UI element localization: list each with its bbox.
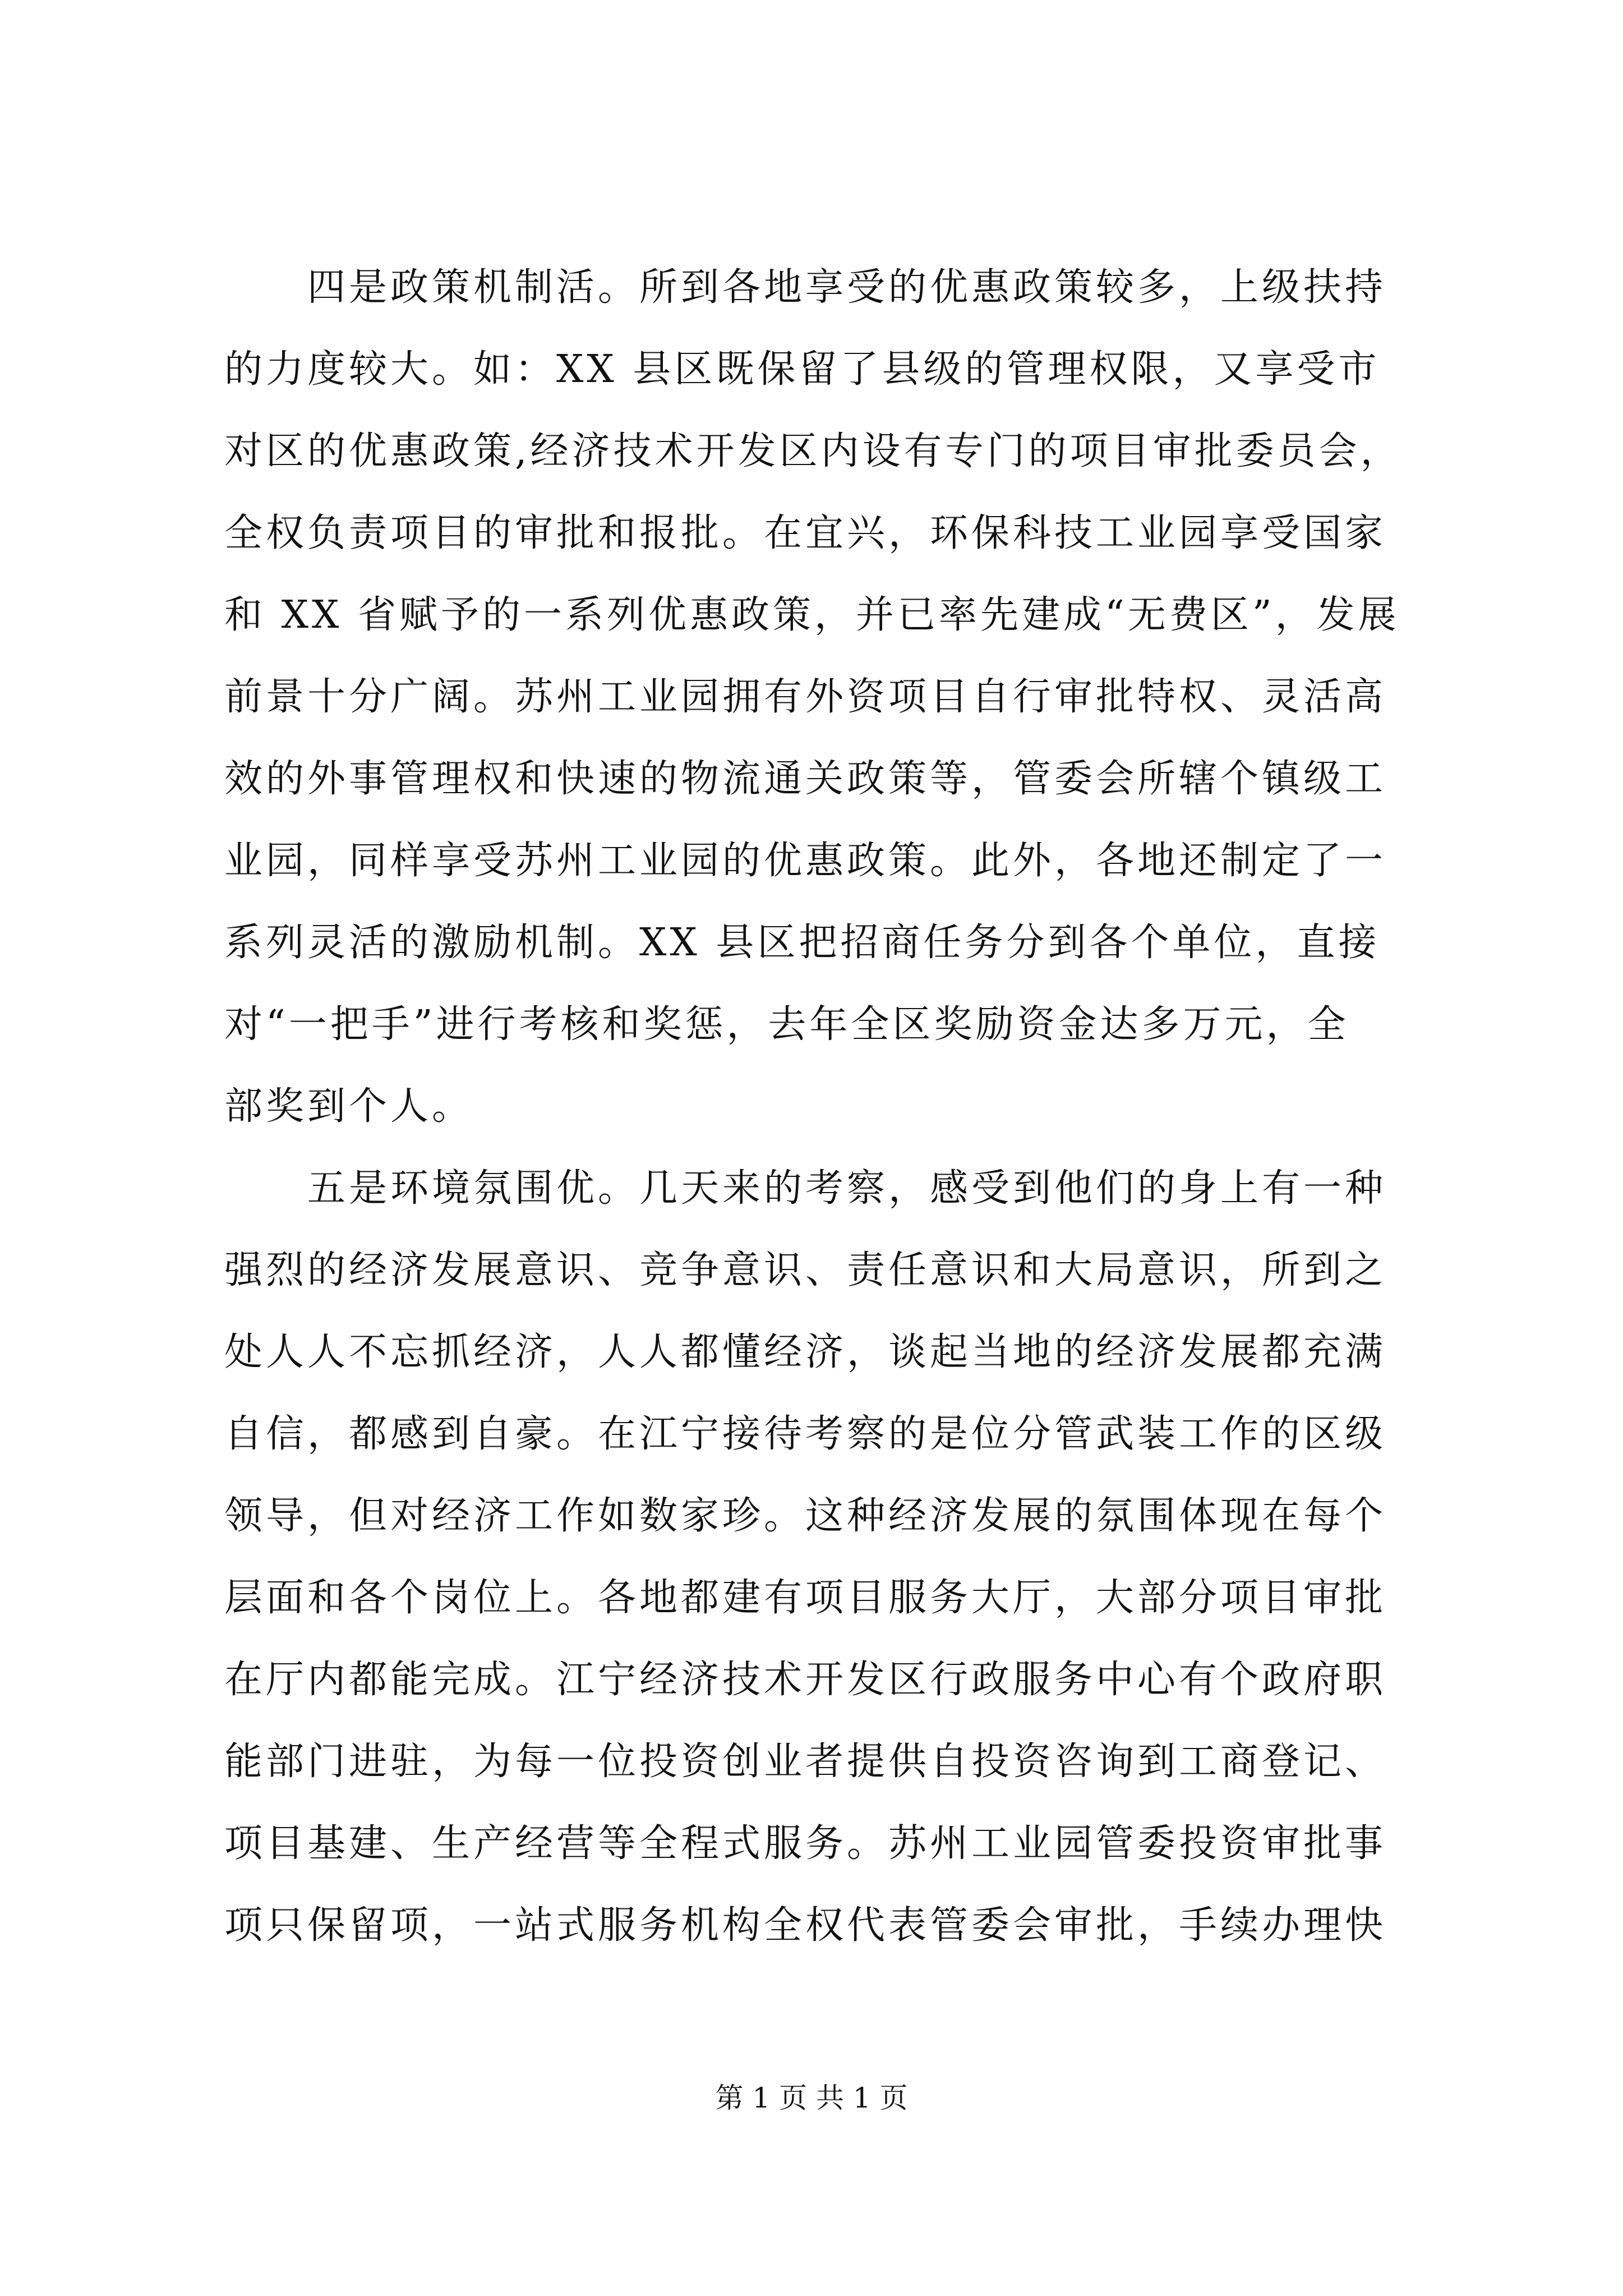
text-line: 领导，但对经济工作如数家珍。这种经济发展的氛围体现在每个: [224, 1494, 1387, 1538]
page-number-label: 第 1 页 共 1 页: [715, 2082, 908, 2114]
page-footer: [0, 2078, 1623, 2118]
text-line: 前景十分广阔。苏州工业园拥有外资项目自行审批特权、灵活高: [224, 675, 1387, 719]
text-line: 效的外事管理权和快速的物流通关政策等，管委会所辖个镇级工: [224, 757, 1387, 801]
text-line: 强烈的经济发展意识、竞争意识、责任意识和大局意识，所到之: [224, 1248, 1387, 1292]
text-line: 项目基建、生产经营等全程式服务。苏州工业园管委投资审批事: [224, 1821, 1387, 1866]
text-line: 在厅内都能完成。江宁经济技术开发区行政服务中心有个政府职: [224, 1658, 1387, 1702]
text-line: 部奖到个人。: [224, 1084, 474, 1129]
text-line: 和 XX 省赋予的一系列优惠政策，并已率先建成“无费区”，发展: [224, 593, 1400, 637]
text-line: 自信，都感到自豪。在江宁接待考察的是位分管武装工作的区级: [224, 1412, 1387, 1456]
text-line: 项只保留项，一站式服务机构全权代表管委会审批，手续办理快: [224, 1903, 1387, 1948]
text-line: 的力度较大。如：XX 县区既保留了县级的管理权限，又享受市: [224, 347, 1380, 392]
text-line: 层面和各个岗位上。各地都建有项目服务大厅，大部分项目审批: [224, 1576, 1387, 1620]
text-line: 对“一把手”进行考核和奖惩，去年全区奖励资金达多万元，全: [224, 1002, 1349, 1047]
document-body: [224, 247, 1408, 1967]
text-line: 对区的优惠政策,经济技术开发区内设有专门的项目审批委员会，: [224, 429, 1402, 473]
text-line: 处人人不忘抓经济，人人都懂经济，谈起当地的经济发展都充满: [224, 1330, 1387, 1374]
text-line: 四是政策机制活。所到各地享受的优惠政策较多，上级扶持: [224, 265, 1387, 310]
text-line: 业园，同样享受苏州工业园的优惠政策。此外，各地还制定了一: [224, 839, 1387, 883]
paragraph-environment: [224, 1148, 1408, 1967]
text-line: 五是环境氛围优。几天来的考察，感受到他们的身上有一种: [224, 1166, 1387, 1211]
text-line: 能部门进驻，为每一位投资创业者提供自投资咨询到工商登记、: [224, 1740, 1387, 1784]
text-line: 系列灵活的激励机制。XX 县区把招商任务分到各个单位，直接: [224, 921, 1380, 965]
text-line: 全权负责项目的审批和报批。在宜兴，环保科技工业园享受国家: [224, 511, 1387, 555]
paragraph-policy: [224, 247, 1408, 1148]
